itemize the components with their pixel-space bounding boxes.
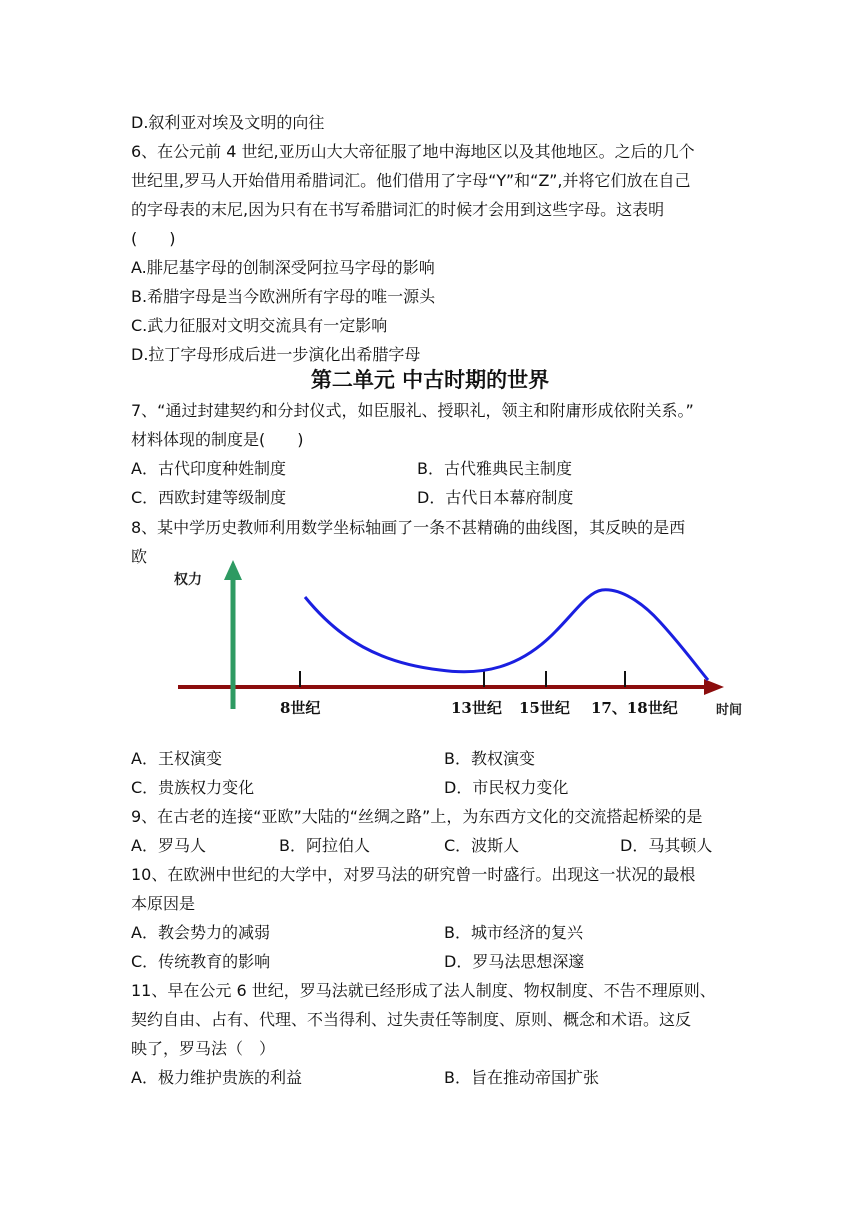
q6-stem-line-1: 6、在公元前 4 世纪,亚历山大大帝征服了地中海地区以及其他地区。之后的几个 <box>131 142 695 161</box>
q6-option-b: B.希腊字母是当今欧洲所有字母的唯一源头 <box>131 287 436 306</box>
q9-stem: 9、在古老的连接“亚欧”大陆的“丝绸之路”上，为东西方文化的交流搭起桥梁的是 <box>131 807 703 826</box>
unit-title: 第二单元 中古时期的世界 <box>310 368 550 392</box>
q10-stem-line-2: 本原因是 <box>131 894 196 913</box>
q9-option-c: C．波斯人 <box>444 836 520 855</box>
q11-option-b: B．旨在推动帝国扩张 <box>444 1068 599 1087</box>
tick-label-17-18th-century: 17、18世纪 <box>591 699 678 717</box>
q9-option-a: A．罗马人 <box>131 836 206 855</box>
q10-option-b: B．城市经济的复兴 <box>444 923 583 942</box>
q10-option-d: D．罗马法思想深邃 <box>444 952 585 971</box>
q7-option-a: A．古代印度种姓制度 <box>131 459 286 478</box>
q5-option-d: D.叙利亚对埃及文明的向往 <box>131 113 325 132</box>
q8-option-a: A．王权演变 <box>131 749 222 768</box>
tick-label-15th-century: 15世纪 <box>519 699 570 717</box>
q6-option-c: C.武力征服对文明交流具有一定影响 <box>131 316 388 335</box>
q10-stem-line-1: 10、在欧洲中世纪的大学中，对罗马法的研究曾一时盛行。出现这一状况的最根 <box>131 865 696 884</box>
q11-stem-line-1: 11、早在公元 6 世纪，罗马法就已经形成了法人制度、物权制度、不告不理原则、 <box>131 981 716 1000</box>
q11-stem-line-2: 契约自由、占有、代理、不当得利、过失责任等制度、原则、概念和术语。这反 <box>131 1010 692 1029</box>
q8-option-b: B．教权演变 <box>444 749 535 768</box>
q8-stem-line-2: 欧 <box>131 547 148 566</box>
y-axis-arrowhead <box>224 560 242 580</box>
q7-option-d: D．古代日本幕府制度 <box>417 488 574 507</box>
q8-option-c: C．贵族权力变化 <box>131 778 255 797</box>
q11-stem-line-3: 映了，罗马法（ ） <box>131 1039 276 1058</box>
q6-stem-line-2: 世纪里,罗马人开始借用希腊词汇。他们借用了字母“Y”和“Z”,并将它们放在自己 <box>131 171 691 190</box>
q6-stem-line-3: 的字母表的末尼,因为只有在书写希腊词汇的时候才会用到这些字母。这表明 <box>131 200 665 219</box>
q9-option-b: B．阿拉伯人 <box>279 836 370 855</box>
q11-option-a: A．极力维护贵族的利益 <box>131 1068 302 1087</box>
y-axis-label: 权力 <box>174 572 202 588</box>
q7-option-b: B．古代雅典民主制度 <box>417 459 572 478</box>
q9-option-d: D．马其顿人 <box>620 836 713 855</box>
q6-option-d: D.拉丁字母形成后进一步演化出希腊字母 <box>131 345 421 364</box>
q7-stem-line-1: 7、“通过封建契约和分封仪式，如臣服礼、授职礼，领主和附庸形成依附关系。” <box>131 401 694 420</box>
x-axis-arrowhead <box>704 679 724 695</box>
x-axis-label: 时间 <box>716 703 743 718</box>
q10-option-a: A．教会势力的减弱 <box>131 923 270 942</box>
tick-label-13th-century: 13世纪 <box>451 699 502 717</box>
q8-stem-line-1: 8、某中学历史教师利用数学坐标轴画了一条不甚精确的曲线图，其反映的是西 <box>131 518 686 537</box>
q7-stem-line-2: 材料体现的制度是( ) <box>131 430 304 449</box>
q6-option-a: A.腓尼基字母的创制深受阿拉马字母的影响 <box>131 258 435 277</box>
tick-label-8th-century: 8世纪 <box>280 699 321 717</box>
power-curve <box>305 590 708 680</box>
q7-option-c: C．西欧封建等级制度 <box>131 488 287 507</box>
q6-stem-line-4: ( ) <box>131 229 176 248</box>
q10-option-c: C．传统教育的影响 <box>131 952 271 971</box>
q8-option-d: D．市民权力变化 <box>444 778 569 797</box>
